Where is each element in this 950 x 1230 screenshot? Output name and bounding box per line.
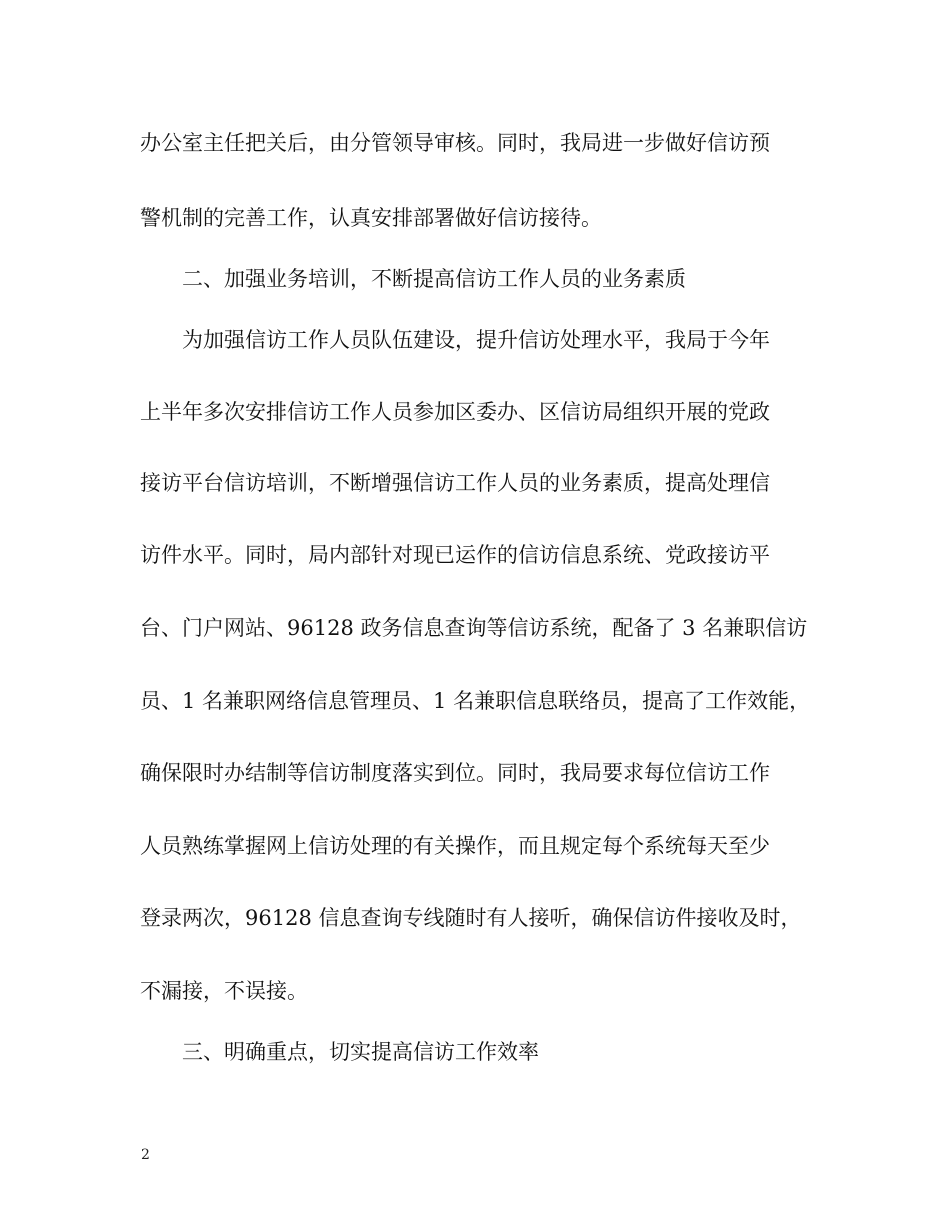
page-number: 2 — [141, 1147, 150, 1163]
section-heading: 三、明确重点，切实提高信访工作效率 — [182, 1040, 539, 1064]
paragraph-line: 登录两次，96128 信息查询专线随时有人接听，确保信访件接收及时， — [140, 906, 802, 930]
paragraph-line: 接访平台信访培训，不断增强信访工作人员的业务素质，提高处理信 — [140, 471, 770, 495]
paragraph-line: 办公室主任把关后，由分管领导审核。同时，我局进一步做好信访预 — [140, 131, 770, 155]
paragraph-line: 台、门户网站、96128 政务信息查询等信访系统，配备了 3 名兼职信访 — [140, 616, 808, 640]
paragraph-line: 员、1 名兼职网络信息管理员、1 名兼职信息联络员，提高了工作效能， — [140, 689, 811, 713]
section-heading: 二、加强业务培训，不断提高信访工作人员的业务素质 — [182, 267, 686, 291]
paragraph-line: 访件水平。同时，局内部针对现已运作的信访信息系统、党政接访平 — [140, 543, 770, 567]
paragraph-line: 上半年多次安排信访工作人员参加区委办、区信访局组织开展的党政 — [140, 400, 770, 424]
paragraph-line: 警机制的完善工作，认真安排部署做好信访接待。 — [140, 206, 602, 230]
paragraph-line: 不漏接，不误接。 — [140, 979, 308, 1003]
paragraph-line: 为加强信访工作人员队伍建设，提升信访处理水平，我局于今年 — [182, 328, 770, 352]
paragraph-line: 确保限时办结制等信访制度落实到位。同时，我局要求每位信访工作 — [140, 761, 770, 785]
paragraph-line: 人员熟练掌握网上信访处理的有关操作，而且规定每个系统每天至少 — [140, 834, 770, 858]
